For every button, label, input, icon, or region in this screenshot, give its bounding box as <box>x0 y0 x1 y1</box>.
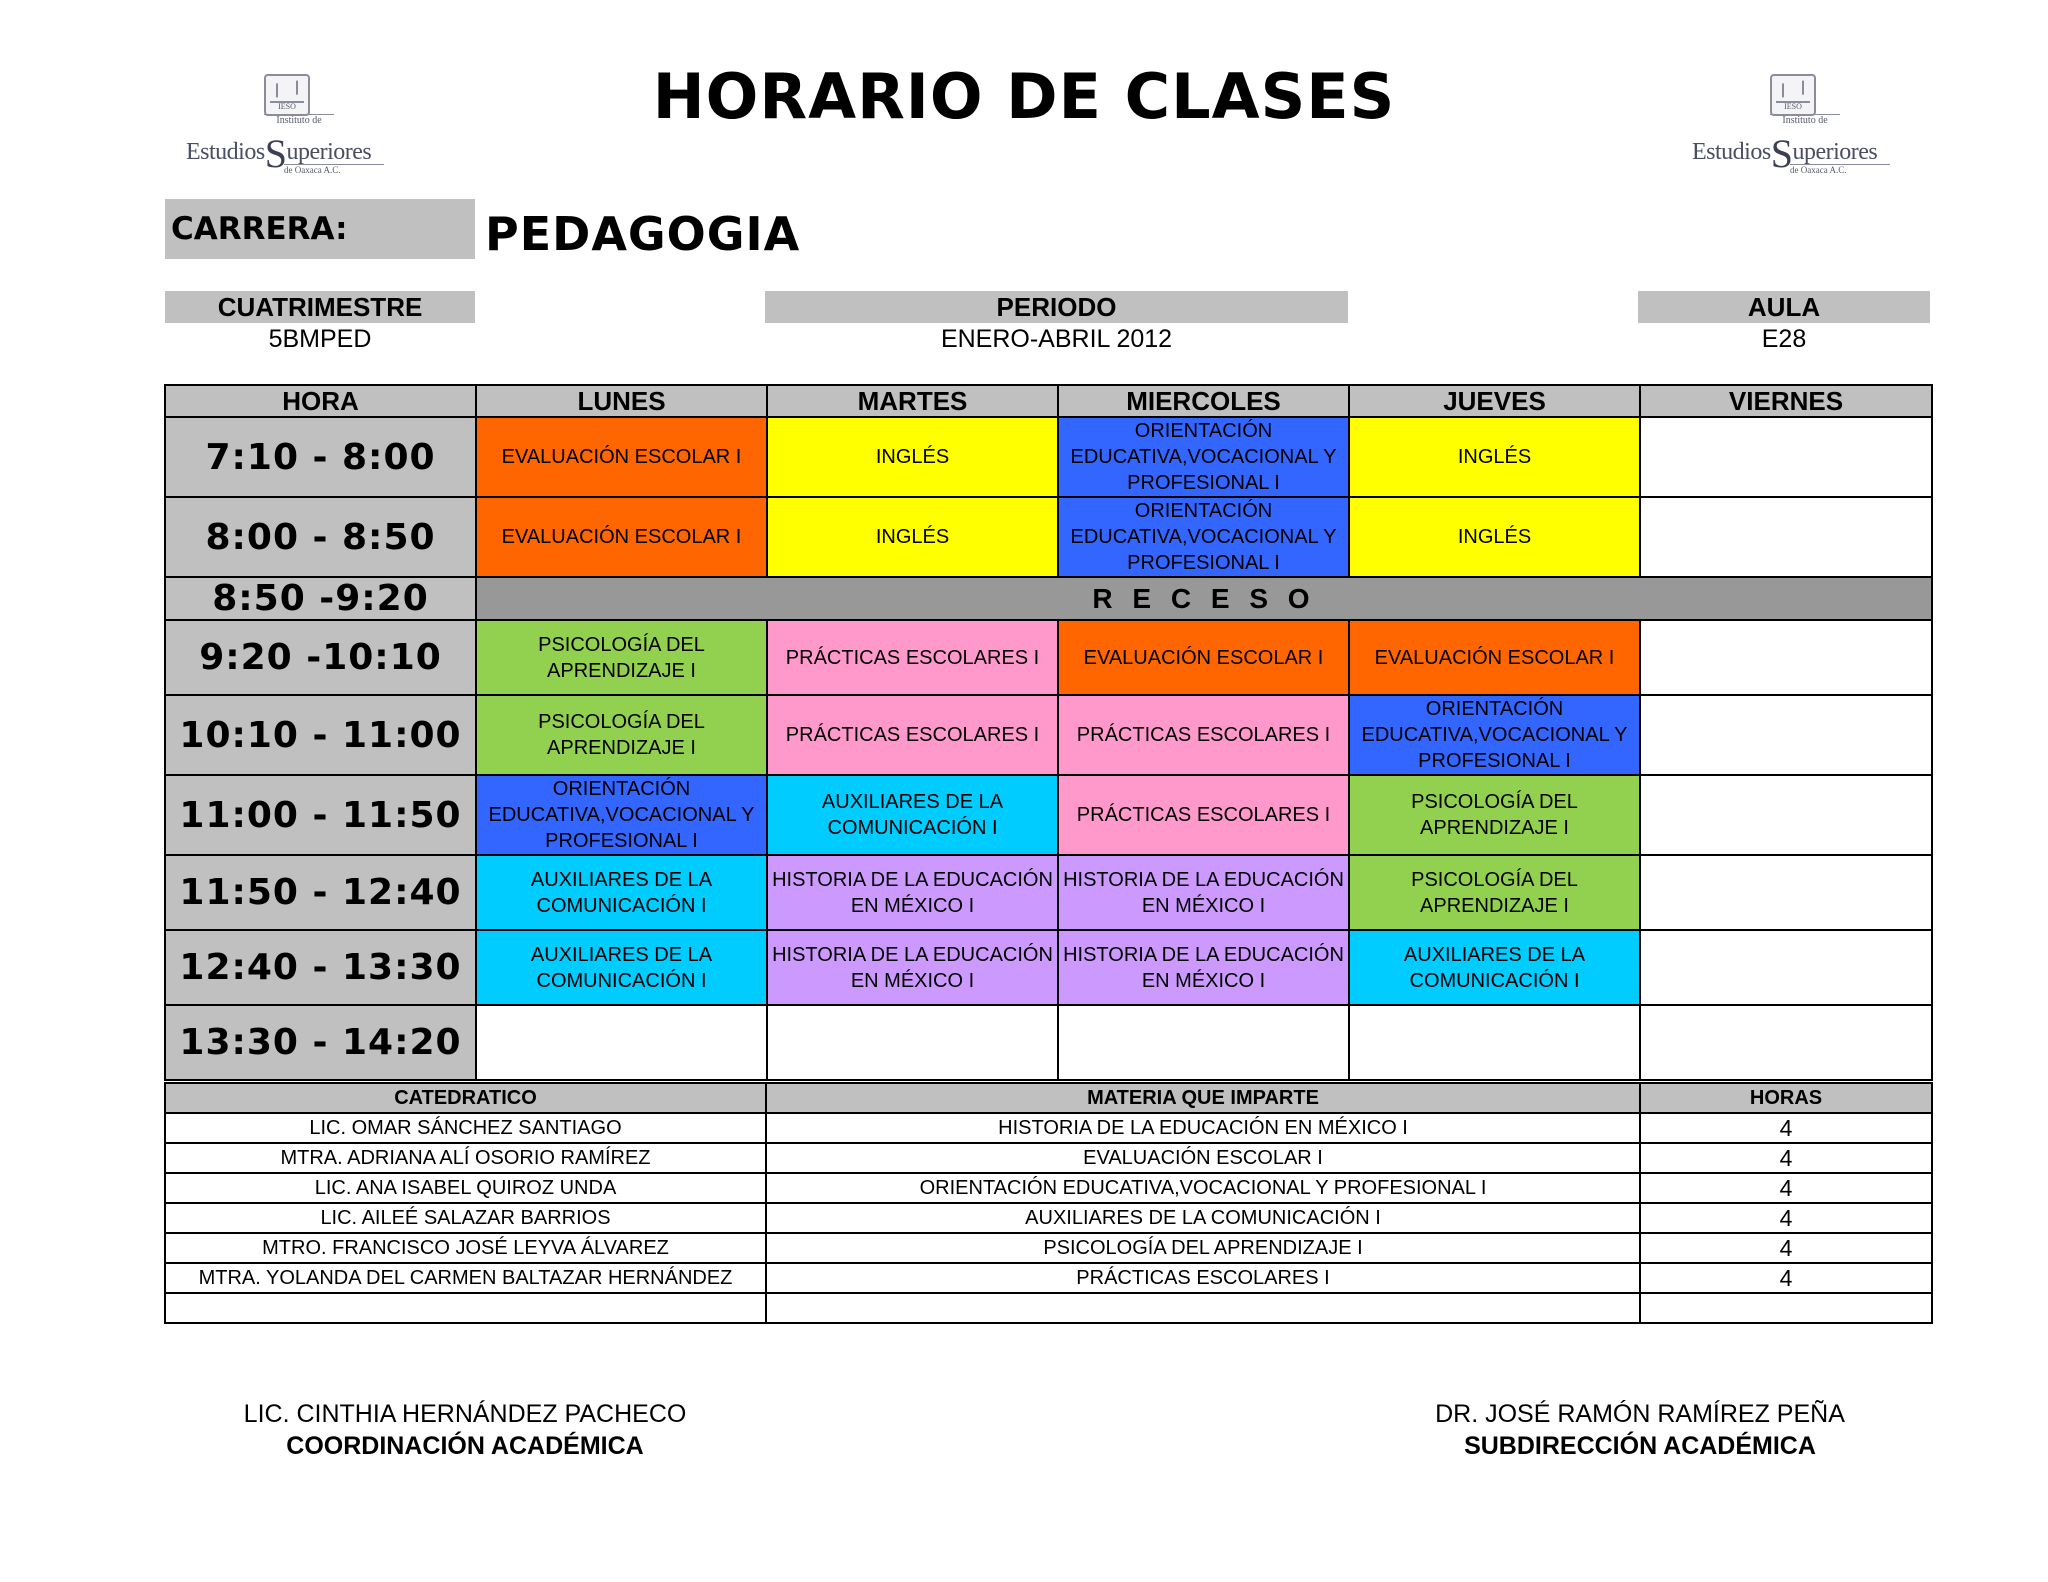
class-cell: EVALUACIÓN ESCOLAR I <box>476 497 767 577</box>
class-cell: HISTORIA DE LA EDUCACIÓN EN MÉXICO I <box>1058 930 1349 1005</box>
recess-time: 8:50 -9:20 <box>165 577 476 620</box>
teacher-subject: PRÁCTICAS ESCOLARES I <box>766 1263 1640 1293</box>
header-martes: MARTES <box>767 385 1058 417</box>
teachers-table <box>164 1082 1933 1324</box>
class-cell <box>1640 417 1932 497</box>
time-slot: 13:30 - 14:20 <box>165 1005 476 1080</box>
teacher-hours: 4 <box>1640 1233 1932 1263</box>
teacher-row <box>165 1263 1932 1293</box>
schedule-row <box>165 775 1932 855</box>
class-cell <box>1640 620 1932 695</box>
signature-role: COORDINACIÓN ACADÉMICA <box>286 1432 644 1460</box>
header-hora: HORA <box>165 385 476 417</box>
class-cell: EVALUACIÓN ESCOLAR I <box>476 417 767 497</box>
teacher-name <box>165 1293 766 1323</box>
schedule-row <box>165 417 1932 497</box>
cuatrimestre-label: CUATRIMESTRE <box>165 291 475 323</box>
page-title: HORARIO DE CLASES <box>652 60 1396 133</box>
teacher-subject: EVALUACIÓN ESCOLAR I <box>766 1143 1640 1173</box>
carrera-label: CARRERA: <box>165 199 475 259</box>
teachers-header-row <box>165 1083 1932 1113</box>
class-cell: AUXILIARES DE LA COMUNICACIÓN I <box>767 775 1058 855</box>
teacher-name: LIC. AILEÉ SALAZAR BARRIOS <box>165 1203 766 1233</box>
class-cell <box>1640 775 1932 855</box>
class-cell: PSICOLOGÍA DEL APRENDIZAJE I <box>1349 855 1640 930</box>
class-cell <box>1640 930 1932 1005</box>
recess-row <box>165 577 1932 620</box>
header-lunes: LUNES <box>476 385 767 417</box>
schedule-row <box>165 1005 1932 1080</box>
class-cell: PRÁCTICAS ESCOLARES I <box>767 695 1058 775</box>
schedule-row <box>165 620 1932 695</box>
teacher-row <box>165 1173 1932 1203</box>
class-cell: ORIENTACIÓN EDUCATIVA,VOCACIONAL Y PROFESIONAL I <box>476 775 767 855</box>
teacher-name: LIC. ANA ISABEL QUIROZ UNDA <box>165 1173 766 1203</box>
logo-instituto: Instituto de <box>264 114 334 126</box>
class-cell: ORIENTACIÓN EDUCATIVA,VOCACIONAL Y PROFESIONAL I <box>1349 695 1640 775</box>
class-cell: AUXILIARES DE LA COMUNICACIÓN I <box>476 930 767 1005</box>
class-cell: ORIENTACIÓN EDUCATIVA,VOCACIONAL Y PROFESIONAL I <box>1058 417 1349 497</box>
class-cell: HISTORIA DE LA EDUCACIÓN EN MÉXICO I <box>1058 855 1349 930</box>
teacher-name: MTRA. ADRIANA ALÍ OSORIO RAMÍREZ <box>165 1143 766 1173</box>
class-cell: AUXILIARES DE LA COMUNICACIÓN I <box>476 855 767 930</box>
time-slot: 11:50 - 12:40 <box>165 855 476 930</box>
teacher-hours: 4 <box>1640 1263 1932 1293</box>
logo-oaxaca: de Oaxaca A.C. <box>284 164 384 175</box>
schedule-row <box>165 855 1932 930</box>
logo-instituto: Instituto de <box>1770 114 1840 126</box>
class-cell <box>1640 695 1932 775</box>
header-viernes: VIERNES <box>1640 385 1932 417</box>
schedule-table <box>164 384 1933 1081</box>
teacher-hours: 4 <box>1640 1203 1932 1233</box>
signature-name: DR. JOSÉ RAMÓN RAMÍREZ PEÑA <box>1435 1400 1845 1428</box>
header-catedratico: CATEDRATICO <box>165 1083 766 1113</box>
class-cell <box>767 1005 1058 1080</box>
teacher-hours <box>1640 1293 1932 1323</box>
class-cell: EVALUACIÓN ESCOLAR I <box>1349 620 1640 695</box>
logo-wordmark: EstudiosSuperiores <box>1692 131 1878 176</box>
teacher-row <box>165 1143 1932 1173</box>
periodo-label: PERIODO <box>765 291 1348 323</box>
class-cell <box>1640 855 1932 930</box>
schedule-header-row <box>165 385 1932 417</box>
class-cell <box>1058 1005 1349 1080</box>
teacher-subject: PSICOLOGÍA DEL APRENDIZAJE I <box>766 1233 1640 1263</box>
teacher-hours: 4 <box>1640 1113 1932 1143</box>
time-slot: 7:10 - 8:00 <box>165 417 476 497</box>
class-cell: PRÁCTICAS ESCOLARES I <box>767 620 1058 695</box>
class-cell: EVALUACIÓN ESCOLAR I <box>1058 620 1349 695</box>
teacher-subject: HISTORIA DE LA EDUCACIÓN EN MÉXICO I <box>766 1113 1640 1143</box>
class-cell: PSICOLOGÍA DEL APRENDIZAJE I <box>476 620 767 695</box>
class-cell <box>1640 497 1932 577</box>
class-cell: PSICOLOGÍA DEL APRENDIZAJE I <box>1349 775 1640 855</box>
teacher-subject: AUXILIARES DE LA COMUNICACIÓN I <box>766 1203 1640 1233</box>
class-cell: HISTORIA DE LA EDUCACIÓN EN MÉXICO I <box>767 930 1058 1005</box>
teacher-row <box>165 1293 1932 1323</box>
teacher-row <box>165 1203 1932 1233</box>
class-cell: INGLÉS <box>1349 497 1640 577</box>
seal-icon: IESO <box>264 74 310 116</box>
class-cell: HISTORIA DE LA EDUCACIÓN EN MÉXICO I <box>767 855 1058 930</box>
time-slot: 11:00 - 11:50 <box>165 775 476 855</box>
schedule-row <box>165 497 1932 577</box>
cuatrimestre-value: 5BMPED <box>268 325 372 353</box>
time-slot: 10:10 - 11:00 <box>165 695 476 775</box>
logo-oaxaca: de Oaxaca A.C. <box>1790 164 1890 175</box>
class-cell <box>1349 1005 1640 1080</box>
aula-value: E28 <box>1761 325 1807 353</box>
carrera-value: PEDAGOGIA <box>485 207 801 261</box>
signature-subdireccion <box>1340 1398 1940 1462</box>
header-jueves: JUEVES <box>1349 385 1640 417</box>
signature-role: SUBDIRECCIÓN ACADÉMICA <box>1464 1432 1816 1460</box>
teacher-row <box>165 1113 1932 1143</box>
header-materia: MATERIA QUE IMPARTE <box>766 1083 1640 1113</box>
class-cell: INGLÉS <box>1349 417 1640 497</box>
class-cell: PRÁCTICAS ESCOLARES I <box>1058 775 1349 855</box>
teacher-name: MTRO. FRANCISCO JOSÉ LEYVA ÁLVAREZ <box>165 1233 766 1263</box>
header-horas: HORAS <box>1640 1083 1932 1113</box>
schedule-row <box>165 695 1932 775</box>
class-cell: INGLÉS <box>767 417 1058 497</box>
class-cell: AUXILIARES DE LA COMUNICACIÓN I <box>1349 930 1640 1005</box>
class-cell: PSICOLOGÍA DEL APRENDIZAJE I <box>476 695 767 775</box>
class-cell: INGLÉS <box>767 497 1058 577</box>
signature-coordinacion <box>165 1398 765 1462</box>
teacher-name: MTRA. YOLANDA DEL CARMEN BALTAZAR HERNÁNDEZ <box>165 1263 766 1293</box>
teacher-hours: 4 <box>1640 1173 1932 1203</box>
header-miercoles: MIERCOLES <box>1058 385 1349 417</box>
time-slot: 8:00 - 8:50 <box>165 497 476 577</box>
class-cell <box>1640 1005 1932 1080</box>
teacher-subject: ORIENTACIÓN EDUCATIVA,VOCACIONAL Y PROFESIONAL I <box>766 1173 1640 1203</box>
teacher-subject <box>766 1293 1640 1323</box>
seal-icon: IESO <box>1770 74 1816 116</box>
schedule-row <box>165 930 1932 1005</box>
time-slot: 9:20 -10:10 <box>165 620 476 695</box>
aula-label: AULA <box>1638 291 1930 323</box>
teacher-hours: 4 <box>1640 1143 1932 1173</box>
class-cell <box>476 1005 767 1080</box>
class-cell: PRÁCTICAS ESCOLARES I <box>1058 695 1349 775</box>
periodo-value: ENERO-ABRIL 2012 <box>940 325 1173 353</box>
logo-wordmark: EstudiosSuperiores <box>186 131 372 176</box>
teacher-row <box>165 1233 1932 1263</box>
signature-name: LIC. CINTHIA HERNÁNDEZ PACHECO <box>243 1400 687 1428</box>
class-cell: ORIENTACIÓN EDUCATIVA,VOCACIONAL Y PROFESIONAL I <box>1058 497 1349 577</box>
time-slot: 12:40 - 13:30 <box>165 930 476 1005</box>
recess-label: R E C E S O <box>476 577 1932 620</box>
teacher-name: LIC. OMAR SÁNCHEZ SANTIAGO <box>165 1113 766 1143</box>
